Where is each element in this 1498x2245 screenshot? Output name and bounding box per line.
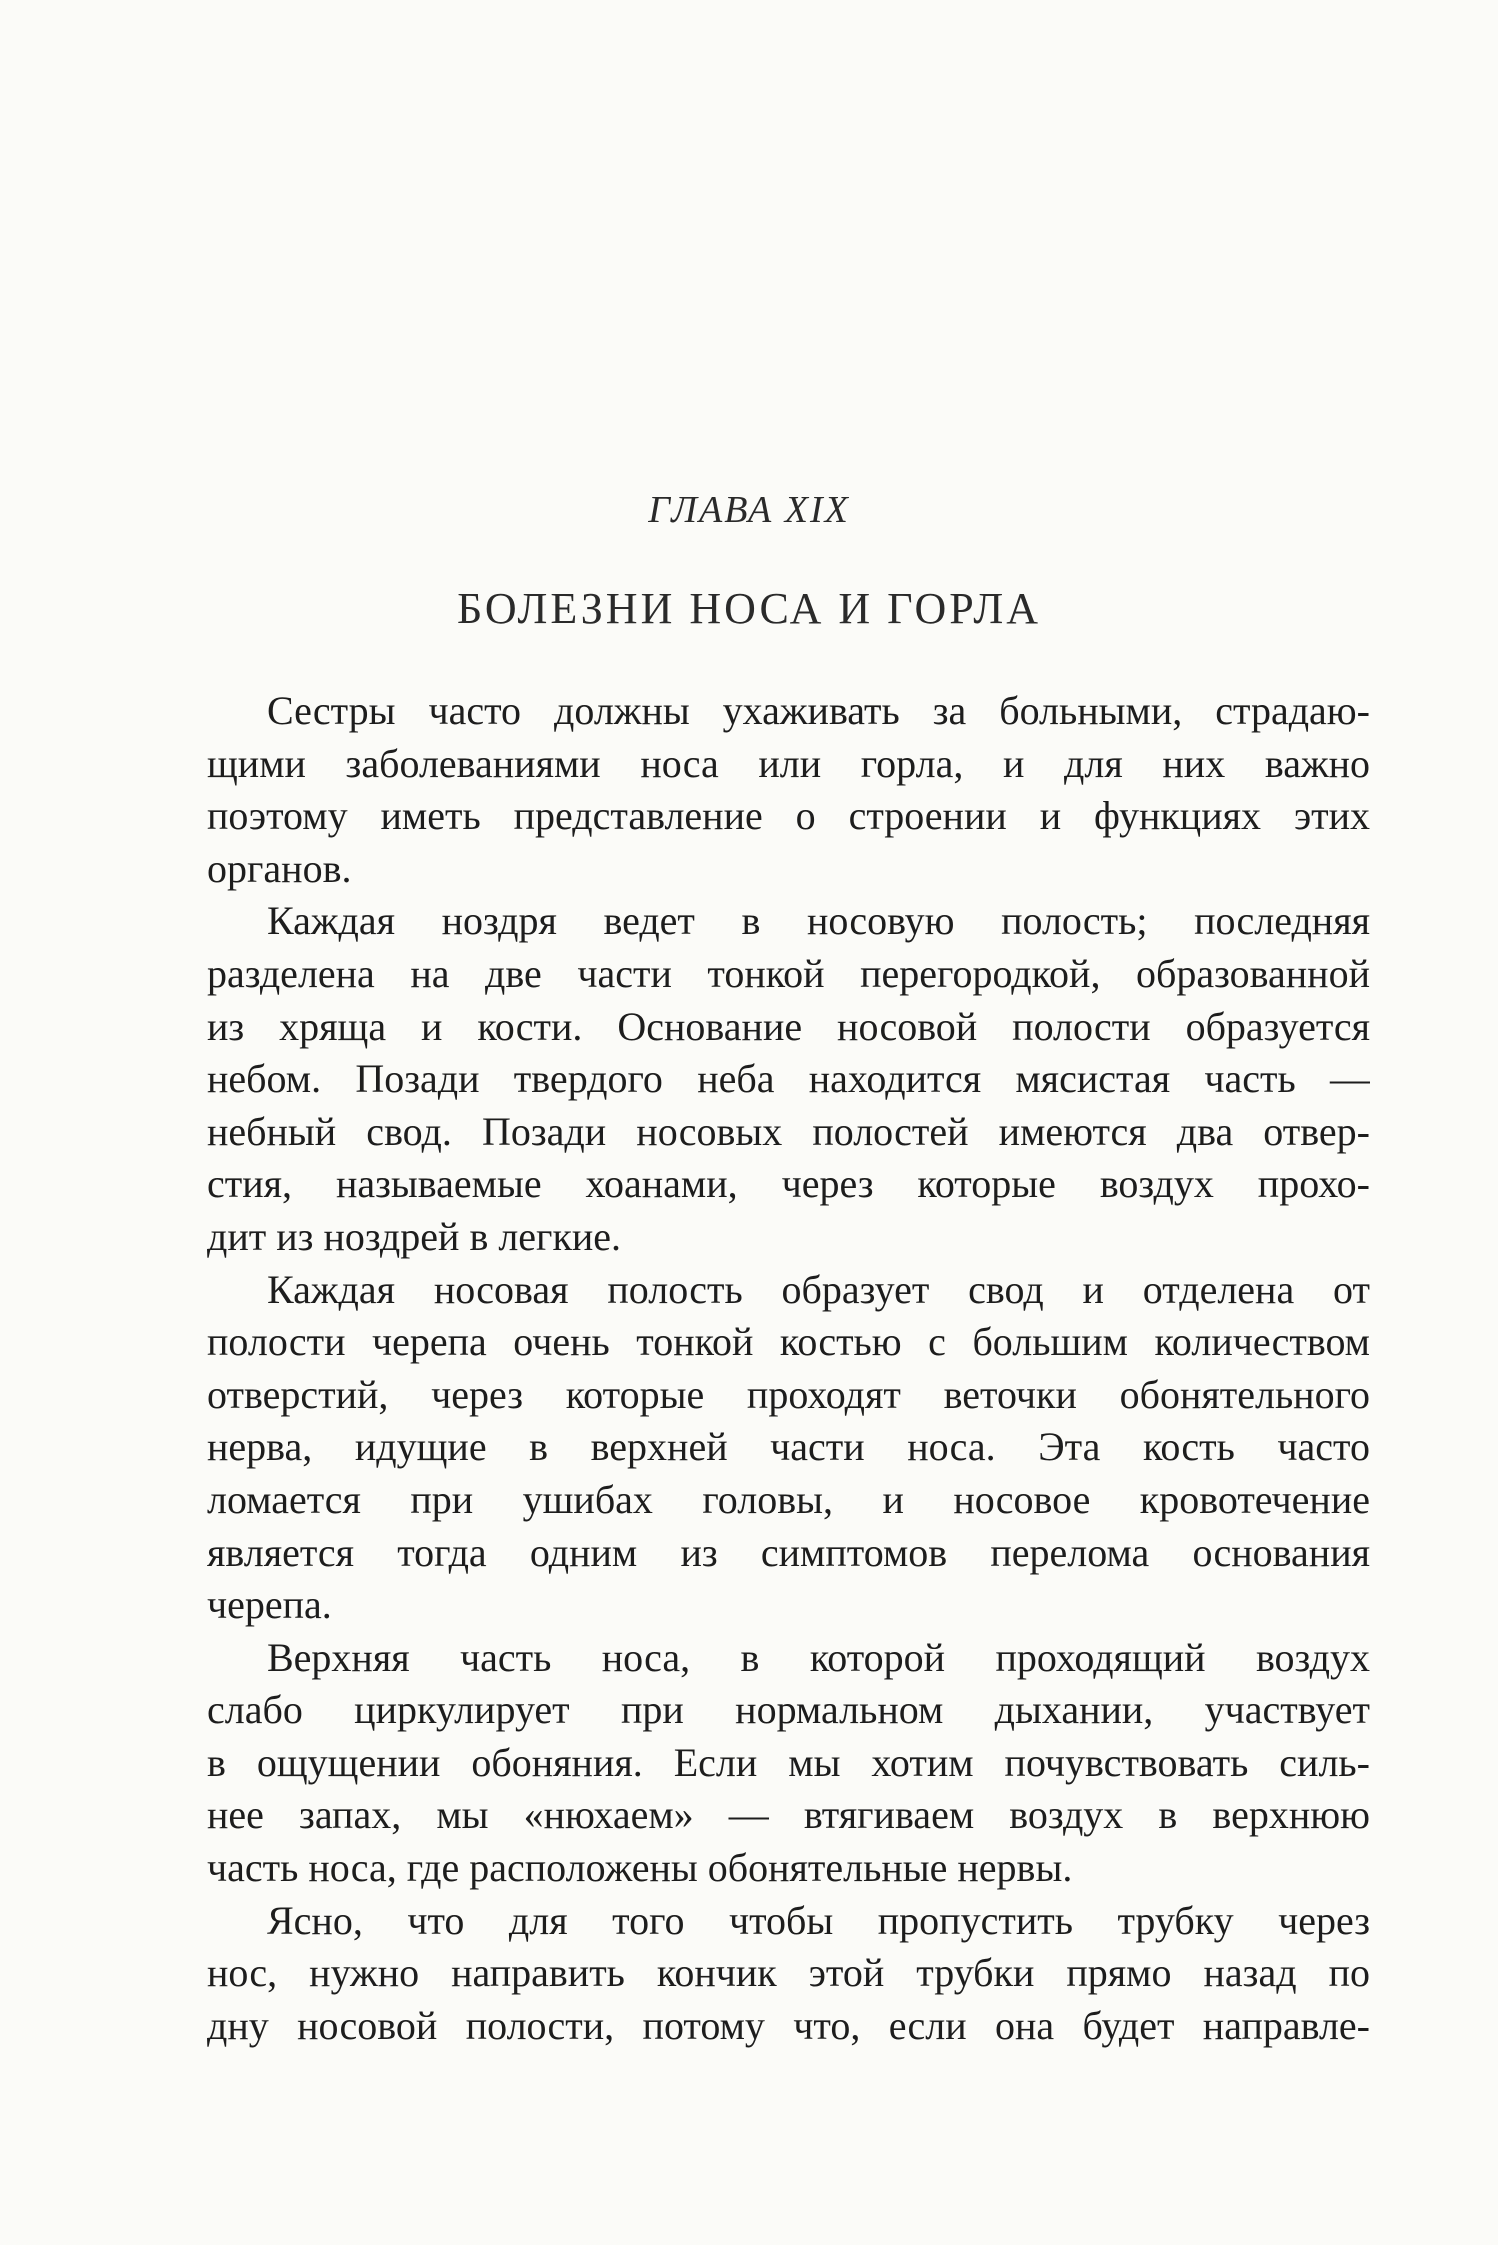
text-line: поэтому иметь представление о строении и функциях этих (207, 793, 1370, 839)
text-line: щими заболеваниями носа или горла, и для них важно (207, 740, 1370, 786)
text-line: небный свод. Позади носовых полостей имеются два отвер- (207, 1108, 1370, 1154)
chapter-title: БОЛЕЗНИ НОСА И ГОРЛА (456, 584, 1042, 633)
text-line: органов. (207, 845, 352, 891)
text-line: ломается при ушибах головы, и носовое кровотечение (207, 1476, 1370, 1522)
text-line: слабо циркулирует при нормальном дыхании, участвует (207, 1687, 1370, 1733)
text-line: небом. Позади твердого неба находится мясистая часть — (207, 1056, 1370, 1102)
text-line: в ощущении обоняния. Если мы хотим почувствовать силь- (207, 1739, 1370, 1785)
text-line: дит из ноздрей в легкие. (207, 1213, 622, 1259)
text-line: Каждая носовая полость образует свод и отделена от (267, 1266, 1370, 1312)
text-line: дну носовой полости, потому что, если она будет направле- (207, 2002, 1370, 2048)
text-line: Ясно, что для того чтобы пропустить трубку через (267, 1897, 1370, 1943)
text-line: нее запах, мы «нюхаем» — втягиваем воздух в верхнюю (207, 1792, 1370, 1838)
body-text (207, 685, 1370, 2052)
text-line: полости черепа очень тонкой костью с большим количеством (207, 1319, 1370, 1365)
text-line: стия, называемые хоанами, через которые воздух прохо- (207, 1161, 1370, 1207)
text-line: часть носа, где расположены обонятельные нервы. (207, 1845, 1073, 1891)
text-line: Верхняя часть носа, в которой проходящий воздух (267, 1634, 1370, 1680)
text-line: отверстий, через которые проходят веточки обонятельного (207, 1371, 1370, 1417)
text-line: разделена на две части тонкой перегородкой, образованной (207, 950, 1370, 996)
text-line: является тогда одним из симптомов перелома основания (207, 1529, 1370, 1575)
text-line: Каждая ноздря ведет в носовую полость; последняя (267, 898, 1370, 944)
text-line: нерва, идущие в верхней части носа. Эта кость часто (207, 1424, 1370, 1470)
text-line: из хряща и кости. Основание носовой полости образуется (207, 1003, 1370, 1049)
chapter-number: ГЛАВА XIX (648, 489, 850, 531)
text-line: черепа. (207, 1582, 332, 1628)
text-line: нос, нужно направить кончик этой трубки прямо назад по (207, 1950, 1370, 1996)
text-line: Сестры часто должны ухаживать за больными, страдаю- (267, 688, 1370, 733)
